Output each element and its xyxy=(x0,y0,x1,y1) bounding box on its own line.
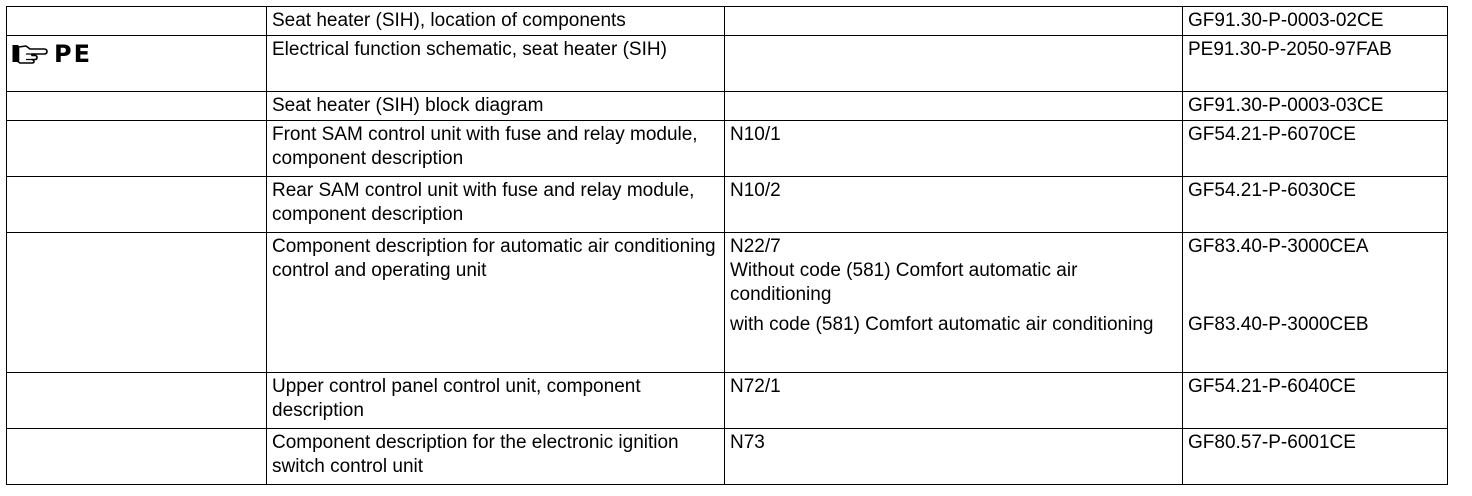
variant-condition: Without code (581) Comfort automatic air conditioning xyxy=(730,260,1078,305)
variant-condition: with code (581) Comfort automatic air conditioning xyxy=(730,314,1154,335)
reference-table xyxy=(6,6,1448,485)
row-title: Electrical function schematic, seat heater (SIH) xyxy=(267,36,725,92)
marker-cell xyxy=(7,36,267,92)
row-code xyxy=(725,36,1183,92)
row-document[interactable]: GF54.21-P-6030CE xyxy=(1183,177,1448,233)
row-title: Component description for the electronic ignition switch control unit xyxy=(267,429,725,485)
marker-cell xyxy=(7,373,267,429)
row-document-cell xyxy=(1183,233,1448,373)
row-code: N10/2 xyxy=(725,177,1183,233)
row-document[interactable]: GF54.21-P-6040CE xyxy=(1183,373,1448,429)
row-code: N73 xyxy=(725,429,1183,485)
pe-marker xyxy=(12,38,92,70)
pointing-hand-icon xyxy=(12,43,48,65)
table-row xyxy=(7,429,1448,485)
marker-cell xyxy=(7,121,267,177)
row-code xyxy=(725,92,1183,121)
row-title: Rear SAM control unit with fuse and relay module, component description xyxy=(267,177,725,233)
row-title: Upper control panel control unit, component description xyxy=(267,373,725,429)
row-title: Seat heater (SIH) block diagram xyxy=(267,92,725,121)
row-code xyxy=(725,7,1183,36)
marker-cell xyxy=(7,177,267,233)
table-row xyxy=(7,121,1448,177)
row-title: Component description for automatic air conditioning control and operating unit xyxy=(267,233,725,373)
row-document[interactable]: GF91.30-P-0003-02CE xyxy=(1183,7,1448,36)
row-code: N22/7 xyxy=(730,236,781,257)
row-code: N72/1 xyxy=(725,373,1183,429)
marker-cell xyxy=(7,233,267,373)
row-code: N10/1 xyxy=(725,121,1183,177)
row-document[interactable]: PE91.30-P-2050-97FAB xyxy=(1183,36,1448,92)
marker-label: PE xyxy=(54,40,92,68)
marker-cell xyxy=(7,429,267,485)
table-row xyxy=(7,7,1448,36)
row-document[interactable]: GF80.57-P-6001CE xyxy=(1183,429,1448,485)
row-document[interactable]: GF54.21-P-6070CE xyxy=(1183,121,1448,177)
row-document[interactable]: GF91.30-P-0003-03CE xyxy=(1183,92,1448,121)
row-code-cell xyxy=(725,233,1183,373)
marker-cell xyxy=(7,92,267,121)
table-row xyxy=(7,233,1448,373)
table-row xyxy=(7,92,1448,121)
table-row xyxy=(7,177,1448,233)
row-title: Front SAM control unit with fuse and relay module, component description xyxy=(267,121,725,177)
marker-cell xyxy=(7,7,267,36)
row-document[interactable]: GF83.40-P-3000CEA xyxy=(1188,236,1369,257)
row-document[interactable]: GF83.40-P-3000CEB xyxy=(1188,314,1369,335)
table-row xyxy=(7,373,1448,429)
table-row xyxy=(7,36,1448,92)
row-title: Seat heater (SIH), location of components xyxy=(267,7,725,36)
